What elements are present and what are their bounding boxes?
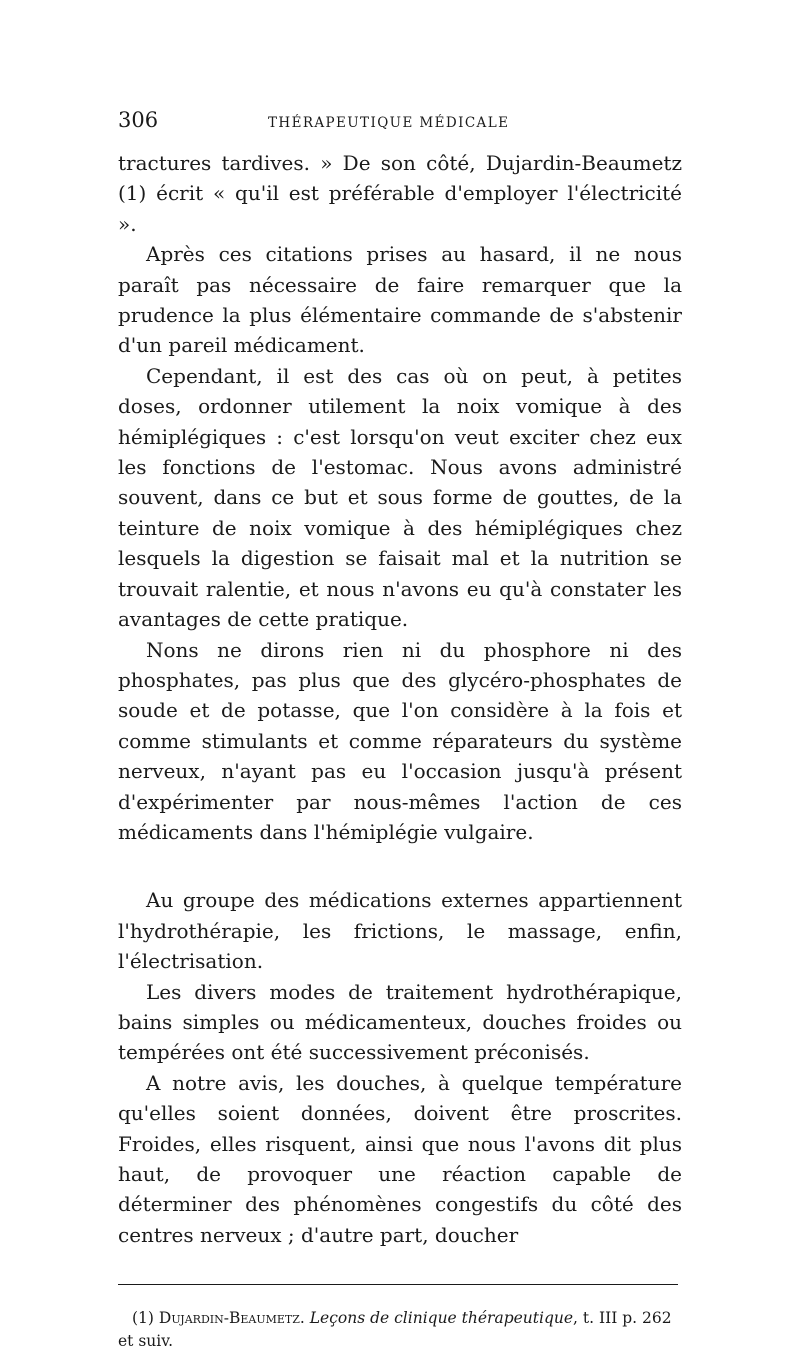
footnote-author: Dujardin-Beaumetz. — [158, 1309, 305, 1328]
paragraph-2: Après ces citations prises au hasard, il ne nous paraît pas nécessaire de faire remarquer que la prudence la plus élémentaire commande de s'abstenir d'un pareil médicament. — [118, 242, 682, 358]
book-page — [118, 108, 682, 1369]
paragraph-5: Au groupe des médications externes appartiennent l'hydrothérapie, les frictions, le massage, enfin, l'électrisation. — [118, 888, 682, 974]
footnote-marker: (1) — [132, 1309, 154, 1328]
paragraph-4: Nons ne dirons rien ni du phosphore ni des phosphates, pas plus que des glycéro-phosphates de soude et de potasse, que l'on considère à la fois et comme stimulants et comme réparateurs du système nerveux, n'ayant pas eu l'occasion jusqu'à présent d'expérimenter par nous-mêmes l'action de ces médicaments dans l'hémiplégie vulgaire. — [118, 637, 682, 844]
footnote-rest: , t. III p. 262 et suiv. — [118, 1309, 672, 1351]
page-number: 306 — [118, 108, 159, 132]
footnote — [118, 1307, 682, 1353]
paragraph-6: Les divers modes de traitement hydrothérapique, bains simples ou médicamenteux, douches froides ou tempérées ont été successivement préconisés. — [118, 979, 682, 1065]
running-title: THÉRAPEUTIQUE MÉDICALE — [268, 115, 510, 131]
footnote-rule — [118, 1284, 678, 1285]
paragraph-7: A notre avis, les douches, à quelque température qu'elles soient données, doivent être proscrites. Froides, elles risquent, ainsi que nous l'avons dit plus haut, de provoquer une réaction capable de déterminer des phénomènes congestifs du côté des centres nerveux ; d'autre part, doucher — [118, 1070, 682, 1247]
page-header — [118, 108, 682, 138]
section-gap — [118, 847, 682, 885]
footnote-title: Leçons de clinique thérapeutique — [309, 1309, 574, 1328]
paragraph-1: tractures tardives. » De son côté, Dujardin-Beaumetz (1) écrit « qu'il est préférable d'employer l'électricité ». — [118, 151, 682, 236]
paragraph-3: Cependant, il est des cas où on peut, à petites doses, ordonner utilement la noix vomique à des hémiplégiques : c'est lorsqu'on veut exciter chez eux les fonctions de l'estomac. Nous avons administré souvent, dans ce but et sous forme de gouttes, de la teinture de noix vomique à des hémiplégiques chez lesquels la digestion se faisait mal et la nutrition se trouvait ralentie, et nous n'avons eu qu'à constater les avantages de cette pratique. — [118, 363, 682, 632]
